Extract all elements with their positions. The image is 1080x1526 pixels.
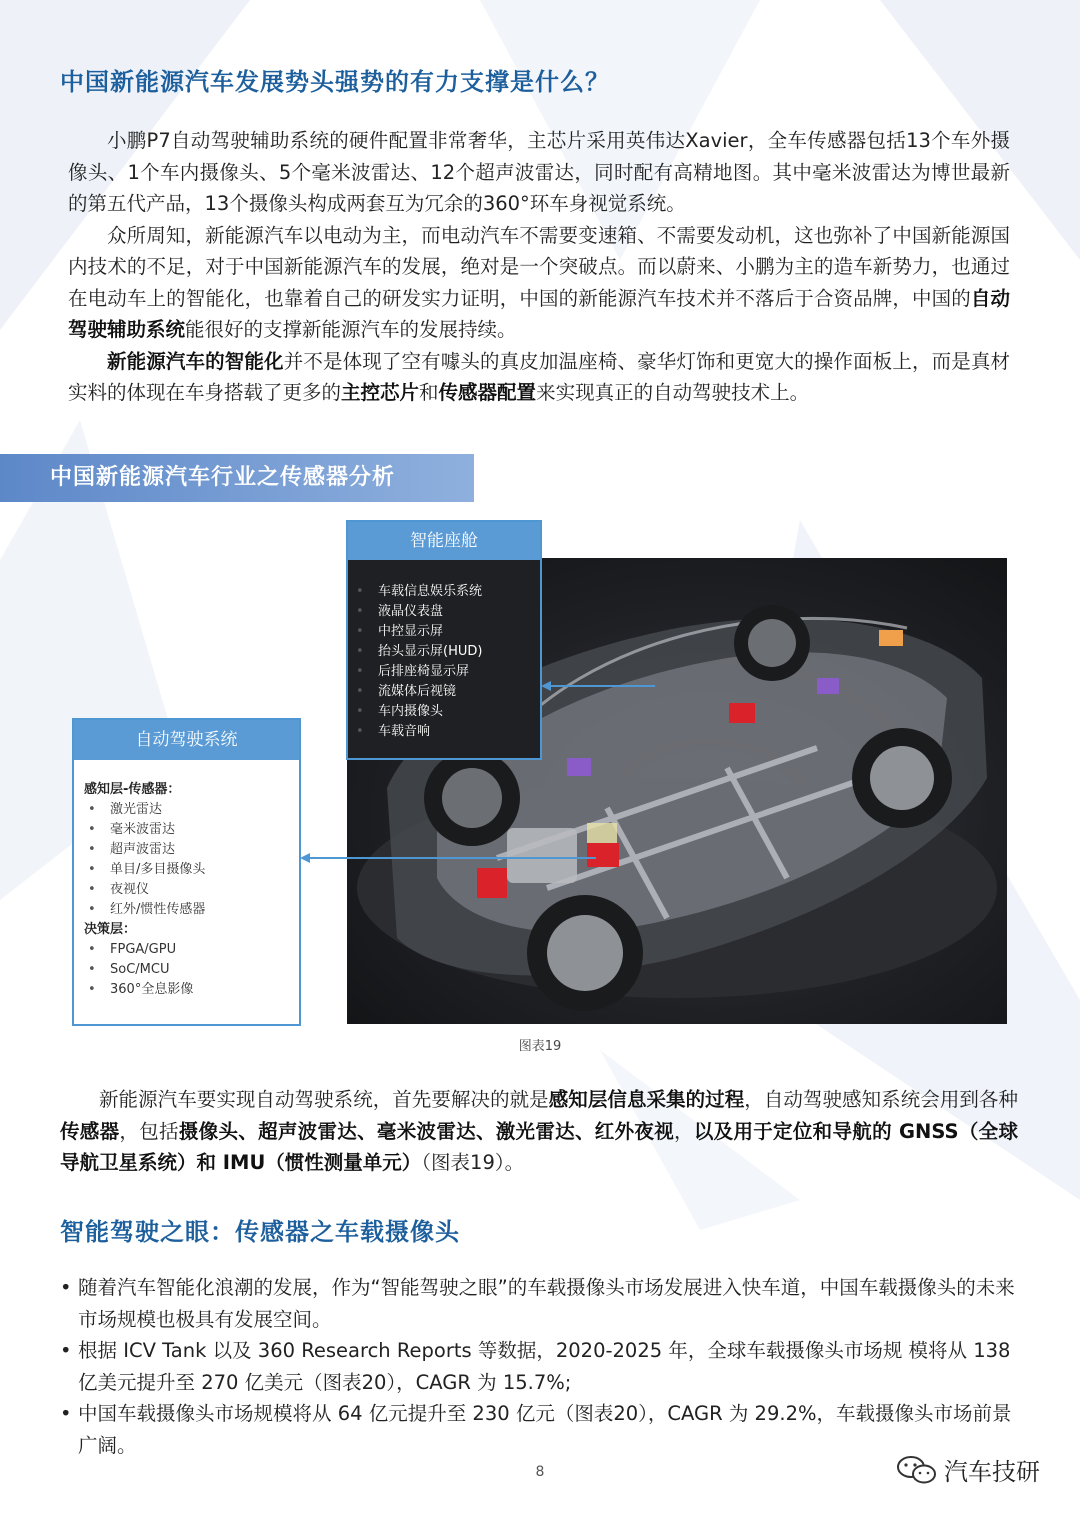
paragraph-perception: 新能源汽车要实现自动驾驶系统，首先要解决的就是感知层信息采集的过程，自动驾驶感知系统会用到各种传感器，包括摄像头、超声波雷达、毫米波雷达、激光雷达、红外夜视，以及用于定位和导航的 GNSS（全球导航卫星系统）和 IMU（惯性测量单元）（图表19）。 [60, 1088, 1018, 1174]
brand-name: 汽车技研 [944, 1458, 1040, 1486]
autodrive-title: 自动驾驶系统 [74, 720, 299, 760]
page-number: 8 [535, 1464, 545, 1480]
perception-item: • 激光雷达 [84, 800, 299, 820]
decision-item: • SoC/MCU [84, 960, 299, 980]
autodrive-callout-box [72, 718, 301, 1026]
cockpit-item: • 车载音响 [352, 722, 540, 742]
perception-item: • 红外/惯性传感器 [84, 900, 299, 920]
cockpit-item: • 中控显示屏 [352, 622, 540, 642]
section-title-support: 中国新能源汽车发展势头强势的有力支撑是什么？ [60, 68, 610, 96]
cockpit-item: • 抬头显示屏(HUD) [352, 642, 540, 662]
section-banner-sensor-analysis: 中国新能源汽车行业之传感器分析 [0, 454, 474, 502]
cockpit-item: • 后排座椅显示屏 [352, 662, 540, 682]
figure-caption: 图表19 [518, 1039, 562, 1054]
cockpit-callout-box [346, 520, 542, 760]
paragraph-intelligence: 新能源汽车的智能化并不是体现了空有噱头的真皮加温座椅、豪华灯饰和更宽大的操作面板上，而是真材实料的体现在车身搭载了更多的主控芯片和传感器配置来实现真正的自动驾驶技术上。 [68, 349, 1010, 404]
autodrive-list [74, 760, 299, 1000]
bullet-item: • 根据 ICV Tank 以及 360 Research Reports 等数据，2020-2025 年，全球车载摄像头市场规 模将从 138 亿美元提升至 270 亿美元（图表20），CAGR 为 15.7%; [60, 1335, 1018, 1398]
perception-item: • 毫米波雷达 [84, 820, 299, 840]
bullet-item: • 随着汽车智能化浪潮的发展，作为“智能驾驶之眼”的车载摄像头市场发展进入快车道，中国车载摄像头的未来市场规模也极具有发展空间。 [60, 1272, 1018, 1335]
section-title-camera: 智能驾驶之眼：传感器之车载摄像头 [60, 1218, 460, 1246]
perception-item: • 单目/多目摄像头 [84, 860, 299, 880]
wechat-icon [896, 1454, 938, 1486]
cockpit-item: • 液晶仪表盘 [352, 602, 540, 622]
paragraph-xpeng: 小鹏P7自动驾驶辅助系统的硬件配置非常奢华，主芯片采用英伟达Xavier，全车传感器包括13个车外摄像头、1个车内摄像头、5个毫米波雷达、12个超声波雷达，同时配有高精地图。其中毫米波雷达为博世最新的第五代产品，13个摄像头构成两套互为冗余的360°环车身视觉系统。 [68, 129, 1010, 215]
section2-body [60, 1084, 1018, 1179]
perception-label: 感知层-传感器： [84, 782, 181, 797]
cockpit-item: • 车载信息娱乐系统 [352, 582, 540, 602]
perception-item: • 夜视仪 [84, 880, 299, 900]
paragraph-ev-advantage: 众所周知，新能源汽车以电动为主，而电动汽车不需要变速箱、不需要发动机，这也弥补了中国新能源国内技术的不足，对于中国新能源汽车的发展，绝对是一个突破点。而以蔚来、小鹏为主的造车新势力，也通过在电动车上的智能化，也靠着自己的研发实力证明，中国的新能源汽车技术并不落后于合资品牌，中国的自动驾驶辅助系统能很好的支撑新能源汽车的发展持续。 [68, 223, 1010, 341]
perception-item: • 超声波雷达 [84, 840, 299, 860]
cockpit-item: • 流媒体后视镜 [352, 682, 540, 702]
cockpit-list [348, 560, 540, 758]
brand-watermark [896, 1452, 1040, 1487]
decision-label: 决策层： [84, 922, 137, 937]
decision-item: • FPGA/GPU [84, 940, 299, 960]
cockpit-title: 智能座舱 [348, 522, 540, 560]
camera-bullet-list [60, 1272, 1018, 1461]
bullet-item: • 中国车载摄像头市场规模将从 64 亿元提升至 230 亿元（图表20），CAGR 为 29.2%，车载摄像头市场前景广阔。 [60, 1398, 1018, 1461]
decision-item: • 360°全息影像 [84, 980, 299, 1000]
cockpit-item: • 车内摄像头 [352, 702, 540, 722]
